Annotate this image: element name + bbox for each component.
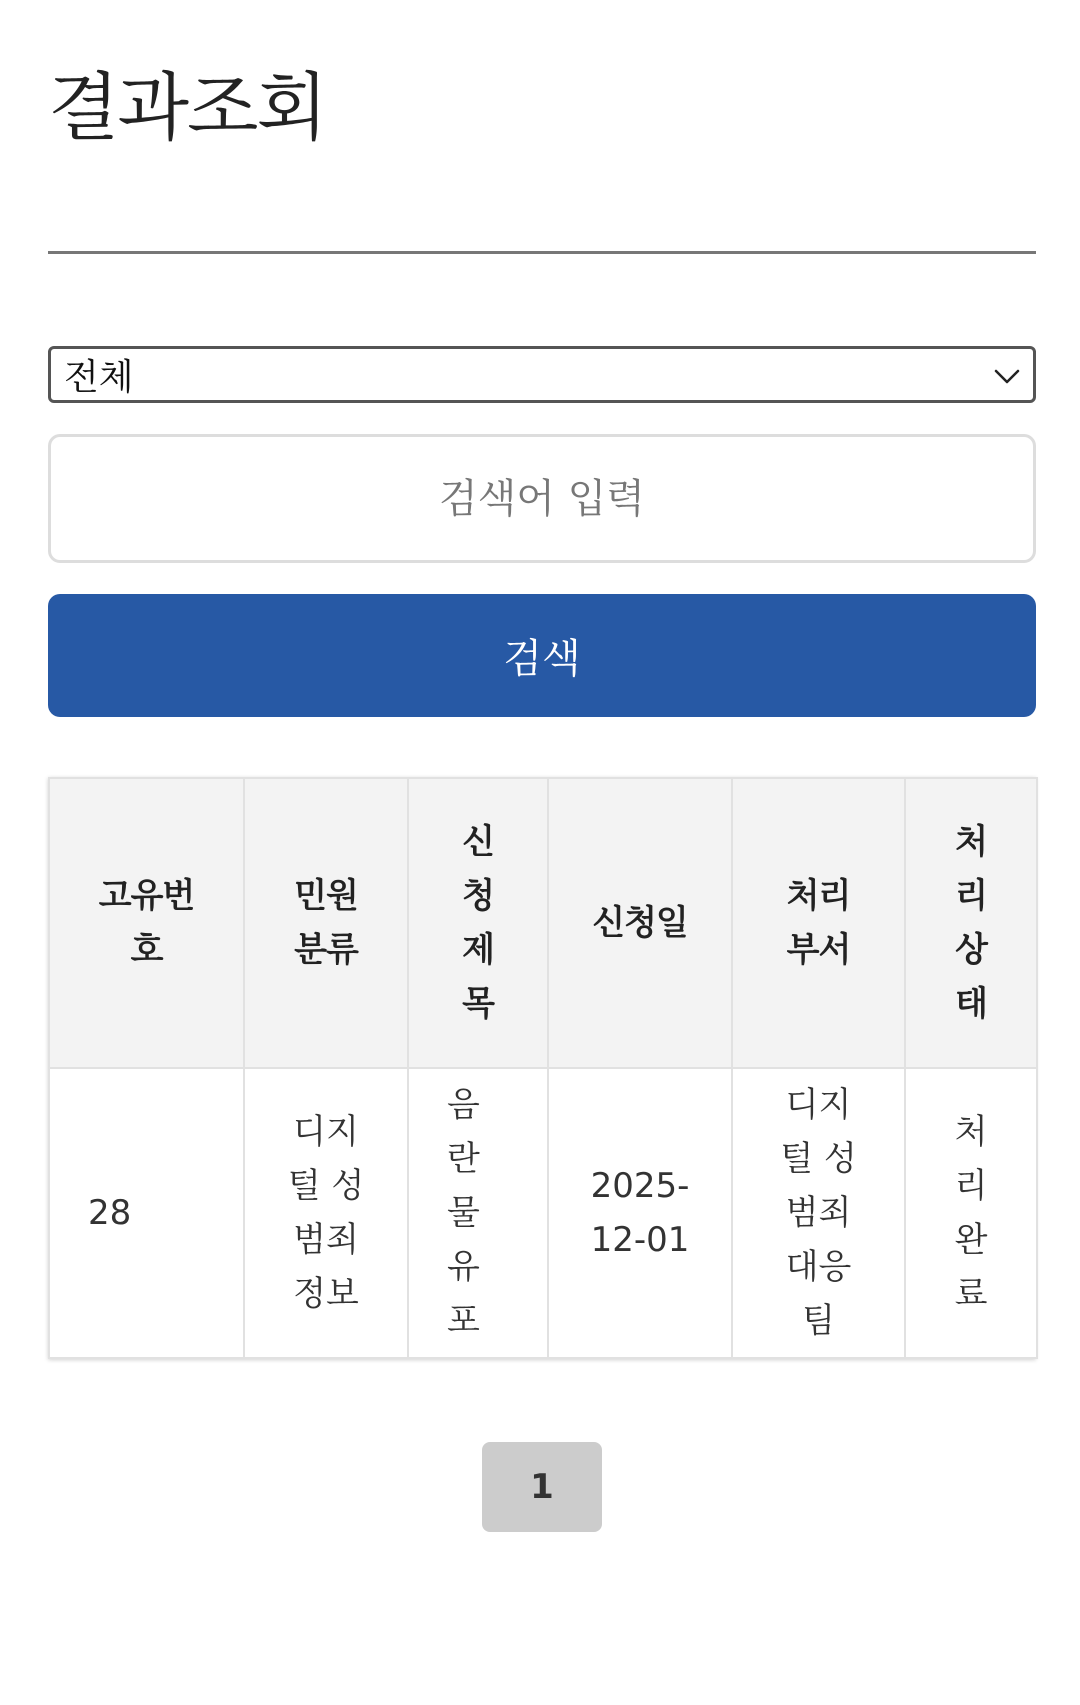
table-row[interactable] xyxy=(49,1068,1037,1358)
column-header-date: 신청일 xyxy=(548,778,732,1068)
cell-status: 처리완료 xyxy=(905,1068,1037,1358)
column-header-id: 고유번호 xyxy=(49,778,244,1068)
column-header-category: 민원분류 xyxy=(244,778,408,1068)
column-header-status: 처리상태 xyxy=(905,778,1037,1068)
chevron-down-icon xyxy=(993,362,1021,390)
search-input[interactable] xyxy=(48,434,1036,563)
cell-id: 28 xyxy=(49,1068,244,1358)
cell-department: 디지털 성범죄 대응팀 xyxy=(732,1068,905,1358)
page-title: 결과조회 xyxy=(48,65,326,151)
results-table xyxy=(48,777,1036,1359)
category-select-value: 전체 xyxy=(64,357,134,398)
page-number-button[interactable]: 1 xyxy=(482,1442,602,1532)
cell-category: 디지털 성범죄 정보 xyxy=(244,1068,408,1358)
column-header-title: 신청제목 xyxy=(408,778,548,1068)
cell-date: 2025-12-01 xyxy=(548,1068,732,1358)
column-header-department: 처리부서 xyxy=(732,778,905,1068)
title-divider xyxy=(48,251,1036,254)
search-button[interactable]: 검색 xyxy=(48,594,1036,717)
category-select[interactable] xyxy=(48,346,1036,403)
table-header-row xyxy=(49,778,1037,1068)
cell-title[interactable]: 음란물 유포 xyxy=(408,1068,548,1358)
